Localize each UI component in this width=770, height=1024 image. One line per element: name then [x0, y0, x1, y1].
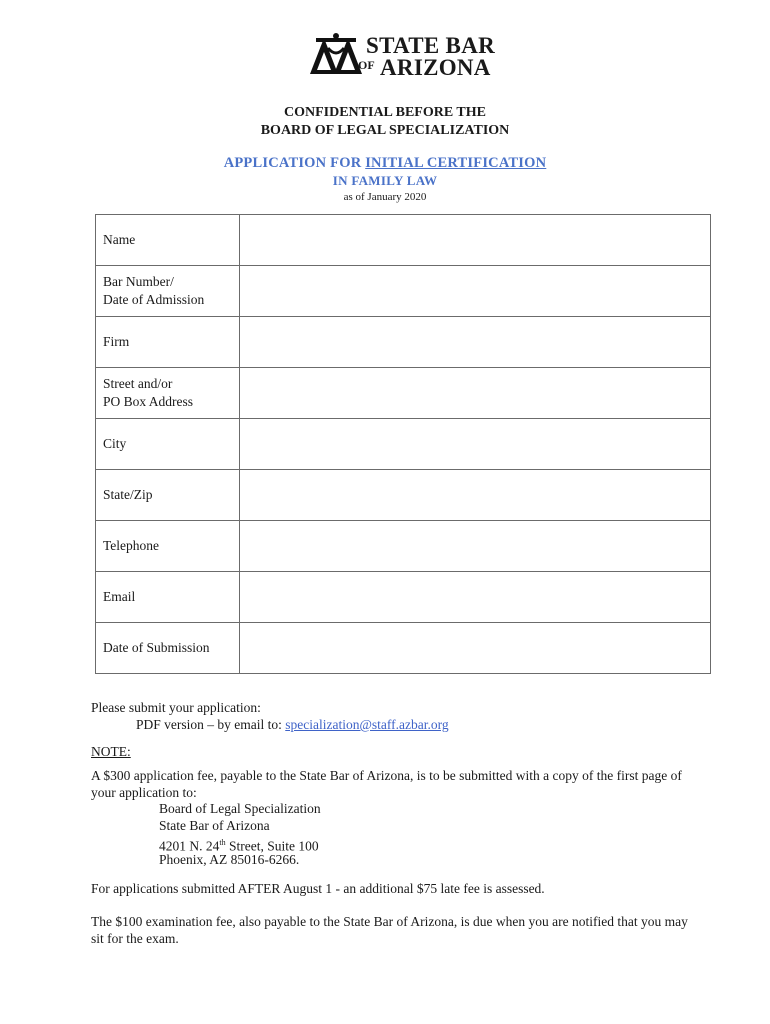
specialization-email-link[interactable]: specialization@staff.azbar.org	[285, 717, 449, 732]
form-row-telephone	[96, 521, 711, 572]
note-title: NOTE:	[91, 744, 131, 759]
email-field[interactable]	[239, 572, 710, 623]
exam-fee-text-line1: The $100 examination fee, also payable to the State Bar of Arizona, is due when you are notified that you may	[91, 914, 688, 929]
bar-number-field[interactable]	[239, 266, 710, 317]
fee-text-line2: your application to:	[91, 785, 197, 800]
address-field[interactable]	[239, 368, 710, 419]
address-line-street: 4201 N. 24th Street, Suite 100	[159, 838, 319, 854]
form-row-city	[96, 419, 711, 470]
state-zip-field[interactable]	[239, 470, 710, 521]
application-title-underlined: INITIAL CERTIFICATION	[365, 155, 547, 171]
family-law-subtitle: IN FAMILY LAW	[332, 173, 438, 188]
address-line-state-bar: State Bar of Arizona	[159, 818, 270, 833]
fee-text-line1: A $300 application fee, payable to the State Bar of Arizona, is to be submitted with a copy of the first page of	[91, 768, 682, 783]
field-label: Bar Number/ Date of Admission	[96, 266, 240, 317]
field-label: State/Zip	[96, 470, 240, 521]
form-row-state-zip	[96, 470, 711, 521]
form-row-name	[96, 215, 711, 266]
form-row-bar-number	[96, 266, 711, 317]
application-title-prefix: APPLICATION FOR	[223, 155, 366, 171]
board-heading: BOARD OF LEGAL SPECIALIZATION	[260, 123, 510, 138]
field-label: Street and/or PO Box Address	[96, 368, 240, 419]
form-row-email	[96, 572, 711, 623]
pdf-submission-line	[136, 716, 449, 733]
confidential-heading: CONFIDENTIAL BEFORE THE	[283, 105, 486, 120]
logo-text-of: OF	[358, 58, 375, 72]
form-row-date-of-submission	[96, 623, 711, 674]
application-title	[0, 154, 770, 172]
name-field[interactable]	[239, 215, 710, 266]
address-line-board: Board of Legal Specialization	[159, 801, 321, 816]
form-row-address	[96, 368, 711, 419]
address-line-city: Phoenix, AZ 85016-6266.	[159, 852, 300, 867]
logo-text-arizona: ARIZONA	[380, 55, 491, 80]
exam-fee-text-line2: sit for the exam.	[91, 931, 179, 946]
form-row-firm	[96, 317, 711, 368]
application-form-table	[95, 214, 711, 674]
field-label: Email	[96, 572, 240, 623]
date-of-submission-field[interactable]	[239, 623, 710, 674]
field-label: Telephone	[96, 521, 240, 572]
logo-text-state-bar: STATE BAR	[366, 33, 496, 58]
field-label: Name	[96, 215, 240, 266]
city-field[interactable]	[239, 419, 710, 470]
late-fee-text: For applications submitted AFTER August 1 - an additional $75 late fee is assessed.	[91, 881, 545, 896]
field-label: Date of Submission	[96, 623, 240, 674]
firm-field[interactable]	[239, 317, 710, 368]
pdf-submission-prefix: PDF version – by email to:	[136, 717, 286, 732]
scales-logo-icon	[308, 32, 364, 76]
field-label: City	[96, 419, 240, 470]
telephone-field[interactable]	[239, 521, 710, 572]
state-bar-logo	[308, 32, 498, 82]
as-of-date: as of January 2020	[343, 191, 427, 203]
field-label: Firm	[96, 317, 240, 368]
submit-intro: Please submit your application:	[91, 700, 261, 715]
